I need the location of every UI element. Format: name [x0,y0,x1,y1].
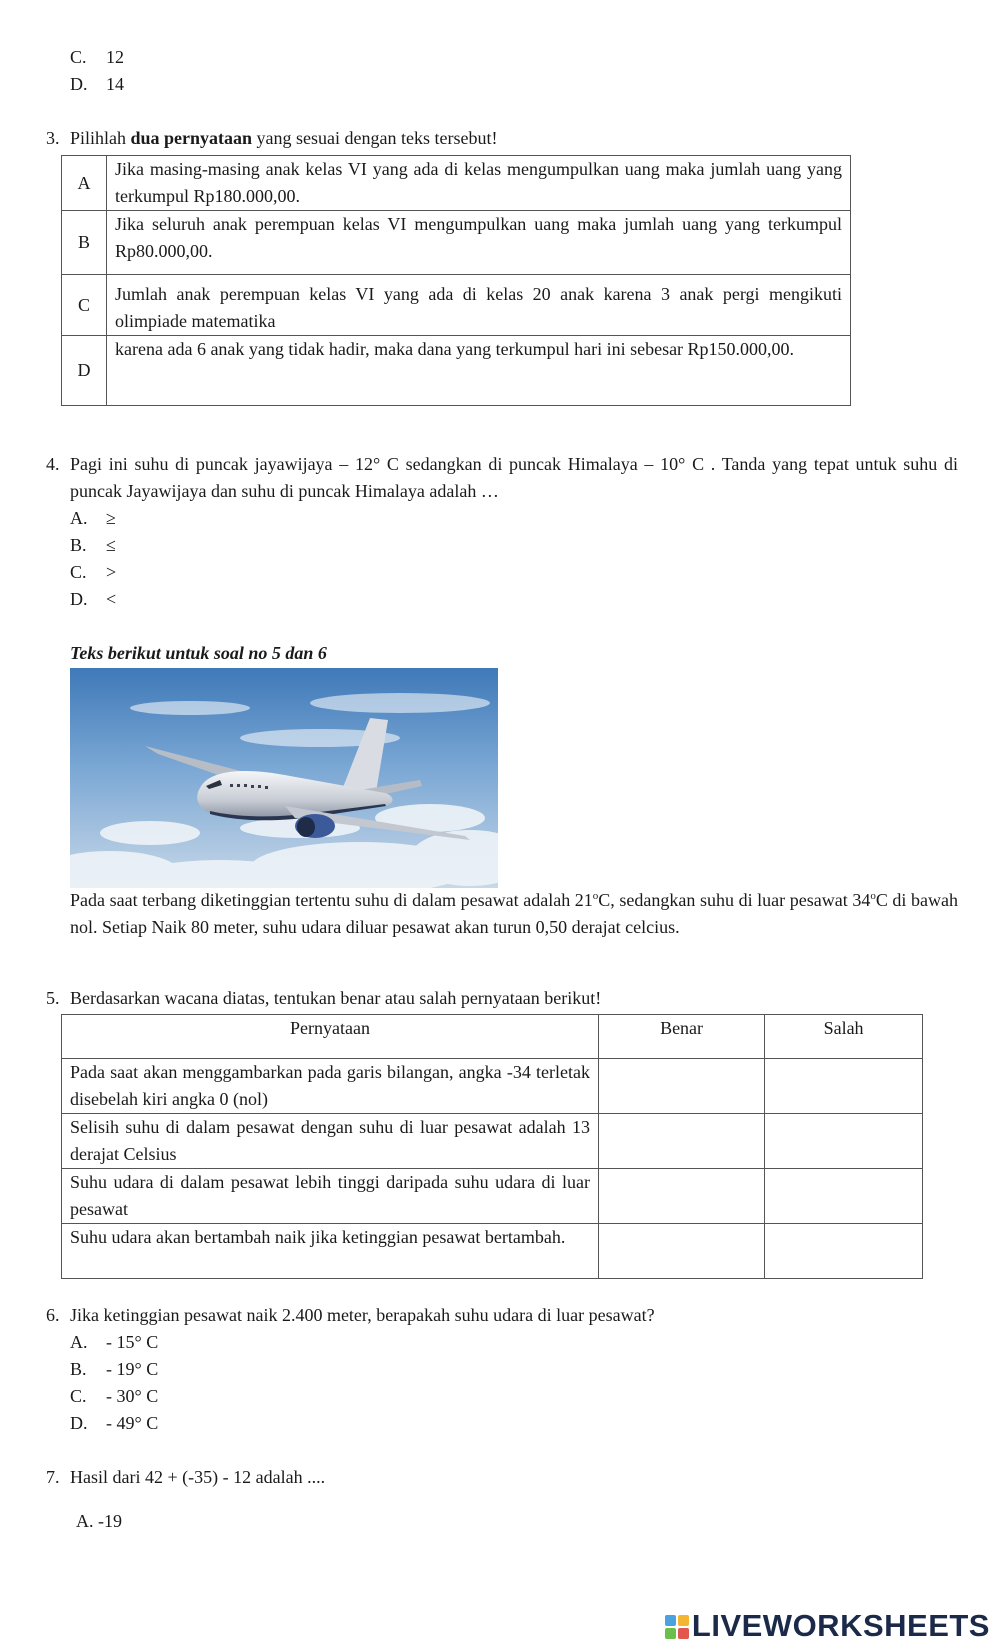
passage-text-1: Pada saat terbang diketinggian tertentu suhu di dalam pesawat adalah 21 [70,890,593,910]
option-letter: B. [70,1359,87,1379]
passage-paragraph [70,887,958,941]
q3-row-b[interactable] [62,211,851,275]
q6-number: 6. [46,1305,60,1325]
q6-option-c[interactable] [70,1383,158,1410]
row-text: Jika masing-masing anak kelas VI yang ada di kelas mengumpulkan uang maka jumlah uang yang terkumpul Rp180.000,00. [107,156,851,211]
liveworksheets-text: LIVEWORKSHEETS [691,1608,990,1643]
row-letter: C [62,275,107,336]
option-text: ≤ [106,535,116,555]
header-benar: Benar [599,1015,765,1059]
q7-number: 7. [46,1467,60,1487]
passage-text-4: C di bawah nol. Setiap Naik 80 meter, suhu udara diluar pesawat akan turun 0,50 derajat celcius. [70,890,958,937]
q3-row-c[interactable] [62,275,851,336]
row-letter: B [62,211,107,275]
benar-cell[interactable] [599,1114,765,1169]
q5-row-1 [62,1059,923,1114]
q3-prefix: Pilihlah [70,128,131,148]
q6-option-a[interactable] [70,1329,158,1356]
q4-text: Pagi ini suhu di puncak jayawijaya – 12° C sedangkan di puncak Himalaya – 10° C . Tanda yang tepat untuk suhu di puncak Jayawijaya dan suhu di puncak Himalaya adalah … [70,454,958,501]
q3-suffix: yang sesuai dengan teks tersebut! [252,128,498,148]
salah-cell[interactable] [765,1169,923,1224]
salah-cell[interactable] [765,1224,923,1279]
q4-option-b[interactable] [70,532,116,559]
q7-text: Hasil dari 42 + (-35) - 12 adalah .... [70,1467,326,1487]
row-letter: D [62,336,107,406]
salah-cell[interactable] [765,1059,923,1114]
q7-option-a[interactable]: A. -19 [76,1511,122,1531]
benar-cell[interactable] [599,1169,765,1224]
q2-option-d[interactable] [70,71,124,98]
benar-cell[interactable] [599,1224,765,1279]
liveworksheets-logo[interactable] [665,1609,990,1643]
q5-row-4 [62,1224,923,1279]
header-salah: Salah [765,1015,923,1059]
option-letter: C. [70,47,87,67]
q6-option-b[interactable] [70,1356,158,1383]
q3-row-d[interactable] [62,336,851,406]
q2-option-c[interactable] [70,44,124,71]
statement-text: Suhu udara di dalam pesawat lebih tinggi daripada suhu udara di luar pesawat [62,1169,599,1224]
option-text: - 30° C [106,1386,159,1406]
q6-option-d[interactable] [70,1410,158,1437]
q5-row-3 [62,1169,923,1224]
passage-text-2: C, sedangkan suhu di luar pesawat [598,890,853,910]
salah-cell[interactable] [765,1114,923,1169]
q3-table [61,155,851,406]
statement-text: Suhu udara akan bertambah naik jika ketinggian pesawat bertambah. [62,1224,599,1279]
liveworksheets-icon [665,1615,689,1639]
option-text: 12 [106,47,124,67]
statement-text: Pada saat akan menggambarkan pada garis bilangan, angka -34 terletak disebelah kiri angka 0 (nol) [62,1059,599,1114]
airplane-image [70,668,498,888]
q5-number: 5. [46,988,60,1008]
q5-text: Berdasarkan wacana diatas, tentukan benar atau salah pernyataan berikut! [70,988,602,1008]
q3-prompt [70,125,958,152]
row-letter: A [62,156,107,211]
option-text: < [106,589,117,609]
q6-text: Jika ketinggian pesawat naik 2.400 meter, berapakah suhu udara di luar pesawat? [70,1305,655,1325]
q4-option-a[interactable] [70,505,116,532]
option-text: ≥ [106,508,116,528]
benar-cell[interactable] [599,1059,765,1114]
q5-row-2 [62,1114,923,1169]
option-text: - 15° C [106,1332,159,1352]
option-letter: A. [70,508,88,528]
q5-table [61,1014,923,1279]
airplane-illustration [70,668,498,888]
statement-text: Selisih suhu di dalam pesawat dengan suhu di luar pesawat adalah 13 derajat Celsius [62,1114,599,1169]
q3-row-a[interactable] [62,156,851,211]
option-letter: D. [70,589,88,609]
q3-bold: dua pernyataan [130,128,253,148]
option-letter: A. [70,1332,88,1352]
option-letter: C. [70,562,87,582]
degree-superscript: o [870,890,876,902]
q4-option-d[interactable] [70,586,116,613]
option-letter: C. [70,1386,87,1406]
option-text: 14 [106,74,124,94]
passage-text-3: 34 [852,890,871,910]
option-text: > [106,562,117,582]
q4-number: 4. [46,454,60,474]
passage-heading: Teks berikut untuk soal no 5 dan 6 [70,643,327,663]
q5-header-row [62,1015,923,1059]
row-text: Jika seluruh anak perempuan kelas VI mengumpulkan uang maka jumlah uang yang terkumpul Rp80.000,00. [107,211,851,275]
option-letter: D. [70,74,88,94]
option-text: - 19° C [106,1359,159,1379]
header-pernyataan: Pernyataan [62,1015,599,1059]
row-text: karena ada 6 anak yang tidak hadir, maka dana yang terkumpul hari ini sebesar Rp150.000,00. [107,336,851,406]
q4-option-c[interactable] [70,559,116,586]
q3-number: 3. [46,128,60,148]
option-text: - 49° C [106,1413,159,1433]
row-text: Jumlah anak perempuan kelas VI yang ada di kelas 20 anak karena 3 anak pergi mengikuti olimpiade matematika [107,275,851,336]
option-letter: B. [70,535,87,555]
degree-superscript: o [592,890,599,902]
option-letter: D. [70,1413,88,1433]
